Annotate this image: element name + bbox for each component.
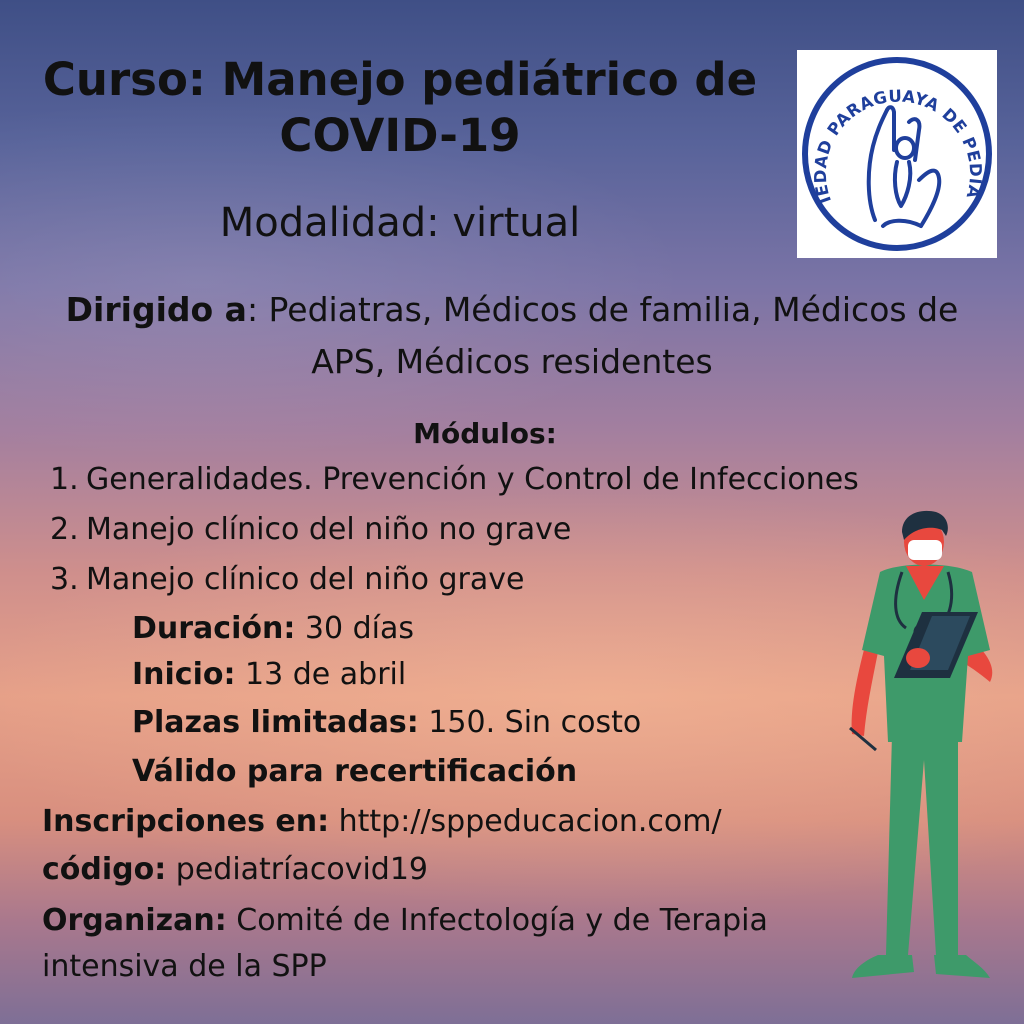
code-label: código: xyxy=(42,852,167,887)
module-number: 1. xyxy=(50,462,79,497)
start-label: Inicio: xyxy=(132,657,236,692)
code-value: pediatríacovid19 xyxy=(166,852,429,887)
logo-text: IEDAD PARAGUAYA DE PEDIA xyxy=(810,86,986,206)
audience-label: Dirigido a xyxy=(65,290,247,329)
duration-label: Duración: xyxy=(132,611,296,646)
modality-subtitle: Modalidad: virtual xyxy=(219,200,581,246)
organizers-label: Organizan: xyxy=(42,903,227,938)
module-text: Generalidades. Prevención y Control de Infecciones xyxy=(86,462,859,497)
module-item xyxy=(50,560,950,600)
audience-text xyxy=(30,284,994,388)
seats-line xyxy=(132,703,641,743)
seats-label: Plazas limitadas: xyxy=(132,705,419,740)
registration-url: http://sppeducacion.com/ xyxy=(329,804,722,839)
registration-line xyxy=(42,802,722,842)
module-item xyxy=(50,510,950,550)
modules-heading: Módulos: xyxy=(413,417,557,450)
organizers-text: Comité de Infectología y de Terapia intensiva de la SPP xyxy=(42,903,768,984)
module-item xyxy=(50,460,950,500)
spp-logo xyxy=(797,50,997,258)
duration-value: 30 días xyxy=(295,611,414,646)
audience-list: Pediatras, Médicos de familia, Médicos de APS, Médicos residentes xyxy=(258,290,959,381)
organizers-line xyxy=(42,898,832,990)
duration-line xyxy=(132,609,414,649)
doctor-illustration-icon xyxy=(840,510,1010,990)
module-number: 3. xyxy=(50,562,79,597)
seats-value: 150. Sin costo xyxy=(418,705,642,740)
module-text: Manejo clínico del niño no grave xyxy=(86,512,572,547)
module-number: 2. xyxy=(50,512,79,547)
hands-child-icon xyxy=(869,107,940,226)
recertification-note: Válido para recertificación xyxy=(132,754,578,789)
doctor-illustration xyxy=(840,510,1010,990)
svg-text:SOCIEDAD PARAGUAYA DE PEDIATRI xyxy=(797,50,985,206)
start-line xyxy=(132,655,406,695)
code-line xyxy=(42,850,428,890)
course-title: Curso: Manejo pediátrico de COVID-19 xyxy=(42,53,758,162)
audience-separator: : xyxy=(246,290,259,329)
start-value: 13 de abril xyxy=(235,657,407,692)
module-text: Manejo clínico del niño grave xyxy=(86,562,525,597)
logo-seal-icon xyxy=(797,50,997,258)
registration-label: Inscripciones en: xyxy=(42,804,330,839)
